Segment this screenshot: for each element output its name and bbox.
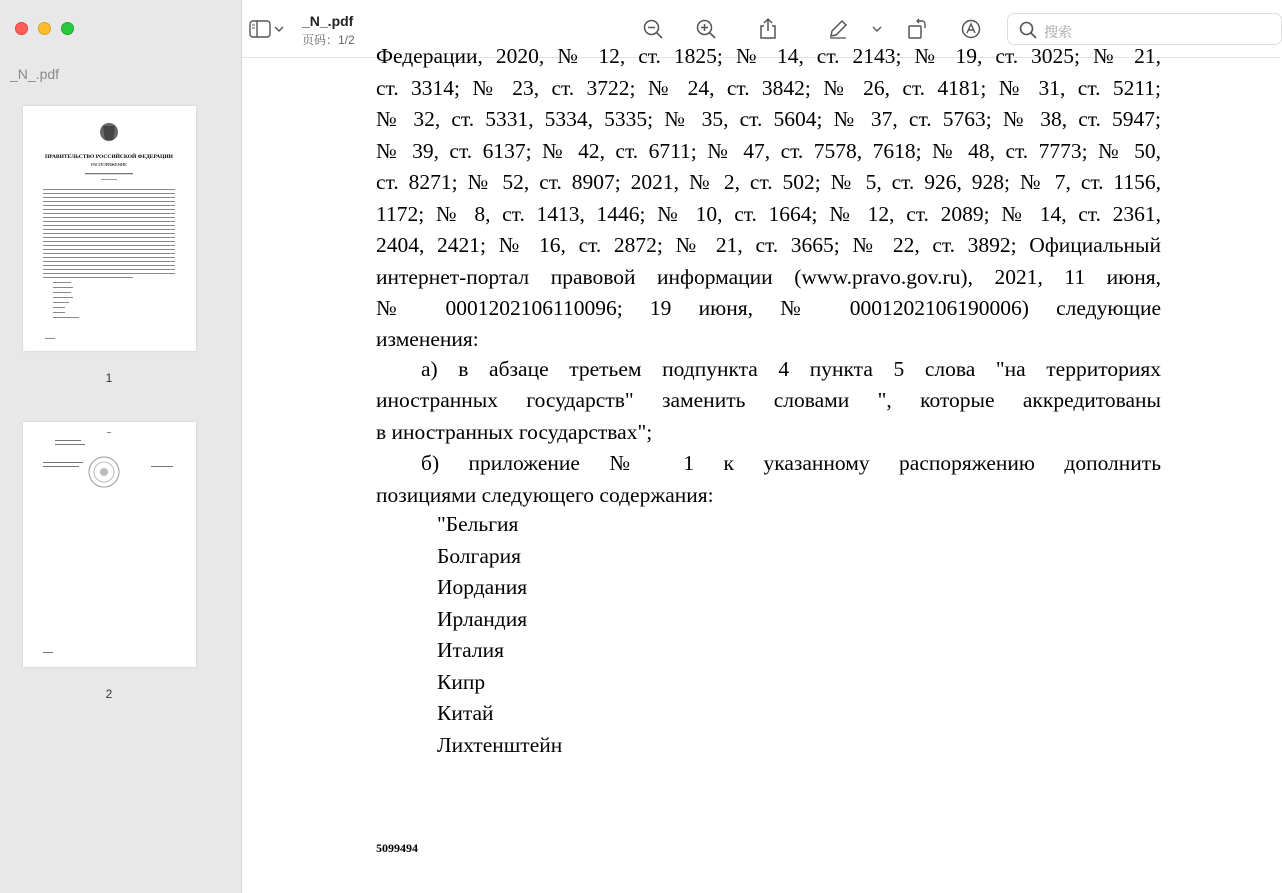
country-list-item: Иордания [437,575,528,599]
close-window-button[interactable] [15,22,28,35]
markup-chevron-down-icon[interactable] [870,18,884,40]
text-line: № 0001202106110096; 19 июня, № 0001202106190006) следующие [376,296,1161,320]
paragraph-a-first [376,354,1161,386]
coat-of-arms-icon [100,123,118,141]
country-list-item: Китай [437,701,494,725]
zoom-out-icon[interactable] [642,18,664,40]
thumbnail-label-1: 1 [105,371,113,385]
text-line: 2404, 2421; № 16, ст. 2872; № 21, ст. 3665; № 22, ст. 3892; Официальный [376,233,1161,257]
document-title: _N_.pdf [302,13,354,29]
text-line: в иностранных государствах"; [376,420,653,444]
text-line: ст. 3314; № 23, ст. 3722; № 24, ст. 3842; № 26, ст. 4181; № 31, ст. 5211; [376,75,1161,100]
zoom-in-icon[interactable] [695,18,717,40]
country-list-item: Лихтенштейн [437,733,563,757]
seal-stamp-icon [89,457,119,487]
page-thumbnail-1[interactable] [23,106,196,351]
text-line: № 39, ст. 6137; № 42, ст. 6711; № 47, ст. 7578, 7618; № 48, ст. 7773; № 50, [376,138,1161,163]
page-thumbnail-2[interactable] [23,422,196,667]
sidebar-icon[interactable] [248,18,272,40]
maximize-window-button[interactable] [61,22,74,35]
text-line: 1172; № 8, ст. 1413, 1446; № 10, ст. 1664; № 12, ст. 2089; № 14, ст. 2361, [376,201,1161,226]
highlight-pen-icon[interactable] [827,18,849,40]
country-list-item: Ирландия [437,607,528,631]
minimize-window-button[interactable] [38,22,51,35]
thumbnail-label-2: 2 [105,687,113,701]
paragraph-b-end [376,480,1161,512]
page-thumbnail-2-preview [23,422,196,667]
search-icon [1017,19,1039,41]
paragraph-a [376,385,1161,417]
country-list-item: Болгария [437,544,522,568]
document-footer-number: 5099494 [376,841,418,855]
paragraph-a-end [376,417,1161,449]
paragraph-intro-end [376,324,1161,356]
markup-icon[interactable] [960,18,982,40]
paragraph-intro [376,41,1161,325]
share-icon[interactable] [757,18,779,40]
text-line: интернет-портал правовой информации (www.pravo.gov.ru), 2021, 11 июня, [376,264,1161,289]
rotate-icon[interactable] [906,18,928,40]
chevron-down-icon[interactable] [272,18,286,40]
sidebar-title: _N_.pdf [10,66,60,82]
text-line: б) приложение № 1 к указанному распоряжению дополнить [421,451,1161,475]
text-line: ст. 8271; № 52, ст. 8907; 2021, № 2, ст. 502; № 5, ст. 926, 928; № 7, ст. 1156, [376,170,1161,194]
thumbnail-sidebar [0,0,242,893]
text-line: № 32, ст. 5331, 5334, 5335; № 35, ст. 5604; № 37, ст. 5763; № 38, ст. 5947; [376,107,1161,131]
document-page [242,44,1280,893]
country-list-item: "Бельгия [437,512,519,536]
country-list-item: Италия [437,638,505,662]
text-line: а) в абзаце третьем подпункта 4 пункта 5 слова "на территориях [421,357,1161,381]
paragraph-b-first [376,448,1161,480]
text-line: Федерации, 2020, № 12, ст. 1825; № 14, ст. 2143; № 19, ст. 3025; № 21, [376,44,1161,68]
search-input-placeholder[interactable]: 搜索 [1044,24,1072,40]
country-list-item: Кипр [437,670,486,694]
page-indicator: 页码：1/2 [302,33,355,47]
page-thumbnail-1-preview [23,106,196,351]
text-line: изменения: [376,327,479,351]
thumbnail-subheading: РАСПОРЯЖЕНИЕ [91,162,127,167]
text-line: позициями следующего содержания: [376,483,714,507]
thumbnail-heading: ПРАВИТЕЛЬСТВО РОССИЙСКОЙ ФЕДЕРАЦИИ [45,154,173,160]
text-line: иностранных государств" заменить словами ", которые аккредитованы [376,388,1161,412]
